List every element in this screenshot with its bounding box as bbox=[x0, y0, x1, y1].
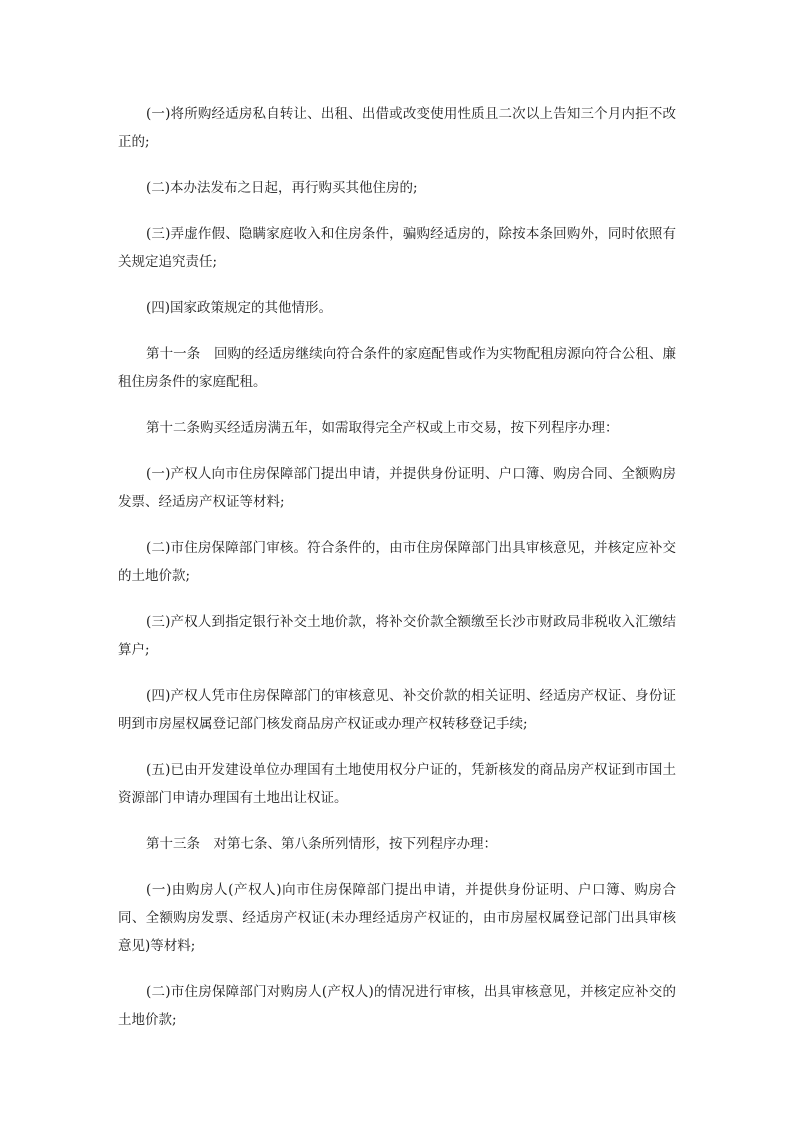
paragraph-11: (五)已由开发建设单位办理国有土地使用权分户证的，凭新核发的商品房产权证到市国土资源部门申请办理国有土地出让权证。 bbox=[118, 762, 676, 806]
paragraph-14: (二)市住房保障部门对购房人(产权人)的情况进行审核，出具审核意见，并核定应补交的土地价款; bbox=[118, 984, 676, 1028]
paragraph-article-13: 第十三条 对第七条、第八条所列情形，按下列程序办理： bbox=[146, 836, 497, 852]
paragraph-1: (一)将所购经适房私自转让、出租、出借或改变使用性质且二次以上告知三个月内拒不改正的; bbox=[118, 106, 676, 150]
paragraph-7: (一)产权人向市住房保障部门提出申请，并提供身份证明、户口簿、购房合同、全额购房发票、经适房产权证等材料; bbox=[118, 466, 676, 510]
paragraph-10: (四)产权人凭市住房保障部门的审核意见、补交价款的相关证明、经适房产权证、身份证明到市房屋权属登记部门核发商品房产权证或办理产权转移登记手续; bbox=[118, 688, 676, 732]
paragraph-8: (二)市住房保障部门审核。符合条件的，由市住房保障部门出具审核意见，并核定应补交的土地价款; bbox=[118, 540, 676, 584]
paragraph-article-11: 第十一条 回购的经适房继续向符合条件的家庭配售或作为实物配租房源向符合公租、廉租住房条件的家庭配租。 bbox=[118, 346, 676, 390]
paragraph-article-12: 第十二条购买经适房满五年，如需取得完全产权或上市交易，按下列程序办理： bbox=[146, 420, 619, 436]
paragraph-2: (二)本办法发布之日起，再行购买其他住房的; bbox=[146, 180, 418, 196]
paragraph-9: (三)产权人到指定银行补交土地价款，将补交价款全额缴至长沙市财政局非税收入汇缴结算户; bbox=[118, 614, 676, 658]
paragraph-4: (四)国家政策规定的其他情形。 bbox=[146, 300, 333, 316]
document-body bbox=[118, 100, 676, 1052]
paragraph-13: (一)由购房人(产权人)向市住房保障部门提出申请，并提供身份证明、户口簿、购房合同、全额购房发票、经适房产权证(未办理经适房产权证的，由市房屋权属登记部门出具审核意见)等材料; bbox=[118, 882, 676, 954]
paragraph-3: (三)弄虚作假、隐瞒家庭收入和住房条件，骗购经适房的，除按本条回购外，同时依照有关规定追究责任; bbox=[118, 226, 676, 270]
